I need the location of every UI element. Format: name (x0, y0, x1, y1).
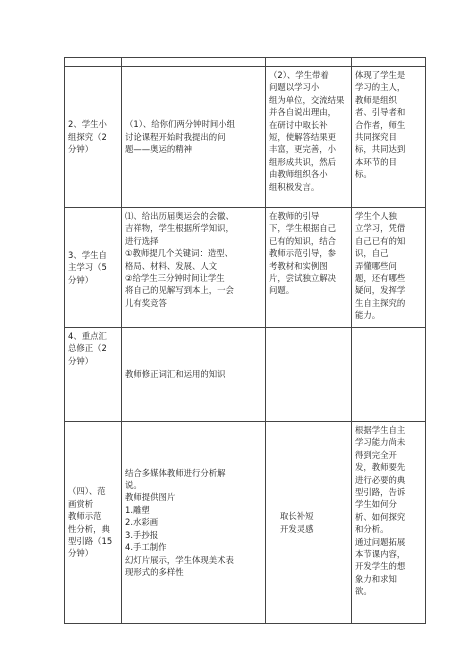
student-activity-cell: 在教师的引导 下，学生根据自己 已有的知识，结合 教师示范引导，参 考教材和实例图 片，尝试独立解决 问题。 (266, 208, 352, 328)
student-activity-cell: （2）、学生带着 问题以学习小 组为单位，交流结果 并各自说出理由， 在研讨中取长补 短，使解答结果更 丰富，更完善，小 组形成共识，然后 由教师组织各小 组积极发言。 (266, 67, 352, 208)
teacher-activity-cell: （1）、给你们两分钟时间小组 讨论课程开始时我提出的问 题——奥运的精神 (122, 67, 266, 208)
design-intent-cell: 体现了学生是 学习的主人， 教师是组织 者、引导者和 合作者，师生 共同探究目 标，共同达到 本环节的目 标。 (352, 67, 426, 208)
table-row (65, 208, 426, 328)
design-intent-cell: 根据学生自主 学习能力尚未 得到完全开 发，教师要先 进行必要的典 型引路，告诉 学生如何分 析、如何探究 和分析。 通过问题拓展 本节课内容， 开发学生的想 象力和求知 欲。 (352, 422, 426, 624)
step-cell: 2、学生小 组探究（2 分钟） (65, 67, 122, 208)
step-cell: 3、学生自 主学习（5 分钟） (65, 208, 122, 328)
student-activity-cell: 取长补短 开发灵感 (266, 422, 352, 624)
table-row (65, 422, 426, 624)
step-cell: （四）、范 画赏析 教师示范 性分析，典 型引路（15 分钟） (65, 422, 122, 624)
lesson-plan-table (64, 57, 426, 624)
teacher-activity-cell (122, 58, 266, 67)
table-row (65, 328, 426, 422)
student-activity-cell (266, 58, 352, 67)
table-row (65, 67, 426, 208)
design-intent-cell: 学生个人独 立学习，凭借 自己已有的知 识，自己 弄懂哪些问 题，还有哪些 疑问，发挥学 生自主探究的 能力。 (352, 208, 426, 328)
table-row (65, 58, 426, 67)
student-activity-cell (266, 328, 352, 422)
step-cell: 4、重点汇 总修正（2 分钟） (65, 328, 122, 422)
teacher-activity-cell: ⑴、给出历届奥运会的会徽、 吉祥物，学生根据所学知识， 进行选择 ①教师提几个关键词：造型、 格局、材料、发展、人文 ②给学生三分钟时间让学生 将自己的见解写到本上，一会 儿有奖竞答 (122, 208, 266, 328)
design-intent-cell (352, 58, 426, 67)
teacher-activity-cell: 结合多媒体教师进行分析解 说。 教师提供图片 1.雕塑 2.水彩画 3.手抄报 4.手工制作 幻灯片展示，学生体现美术表 现形式的多样性 (122, 422, 266, 624)
step-cell (65, 58, 122, 67)
teacher-activity-cell: 教师修正词汇和运用的知识 (122, 328, 266, 422)
design-intent-cell (352, 328, 426, 422)
